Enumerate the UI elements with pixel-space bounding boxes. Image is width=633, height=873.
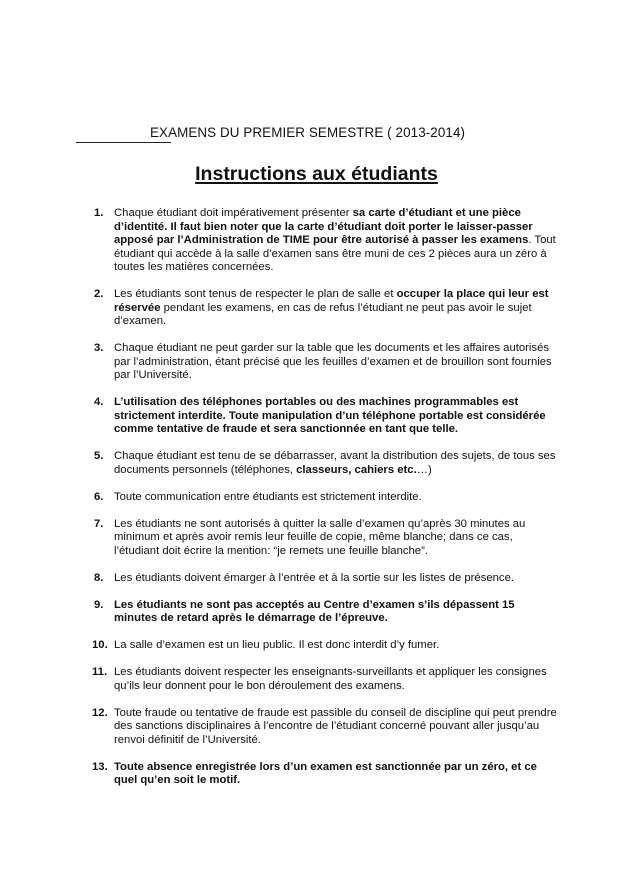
text-segment: Les étudiants sont tenus de respecter le plan de salle et xyxy=(114,288,397,300)
list-item xyxy=(90,666,560,693)
list-item xyxy=(90,707,560,748)
list-item-text xyxy=(114,761,560,788)
list-item xyxy=(90,396,560,437)
list-item xyxy=(90,639,560,653)
text-segment: Toute fraude ou tentative de fraude est passible du conseil de discipline qui peut prendre des sanctions disciplinaires à l’encontre de l’étudiant concerné pouvant aller jusqu’au renvoi définitif de l’Université. xyxy=(114,706,557,746)
list-item-text xyxy=(114,288,560,329)
list-item-text xyxy=(114,707,560,748)
list-item-number: 6. xyxy=(94,490,104,503)
text-segment: Les étudiants ne sont autorisés à quitter la salle d’examen qu’après 30 minutes au minimum et après avoir remis leur feuille de copie, même blanche; dans ce cas, l’étudiant doit écrire la mention: “je remets une feuille blanche”. xyxy=(114,517,526,557)
list-item-number: 7. xyxy=(94,517,104,530)
list-item-text xyxy=(114,518,560,559)
bold-text-segment: Les étudiants ne sont pas acceptés au Centre d’examen s’ils dépassent 15 minutes de retard après le démarrage de l’épreuve. xyxy=(114,598,515,624)
list-item-number: 2. xyxy=(94,288,104,300)
list-item xyxy=(90,761,560,788)
text-segment: …) xyxy=(416,463,432,476)
list-item xyxy=(90,207,560,275)
list-item-number: 1. xyxy=(94,207,104,219)
list-item xyxy=(90,450,560,477)
list-item xyxy=(90,599,560,626)
text-segment: Chaque étudiant doit impérativement présenter xyxy=(114,207,353,219)
list-item xyxy=(90,342,560,383)
text-segment: Toute communication entre étudiants est strictement interdite. xyxy=(114,490,422,503)
text-segment: Les étudiants doivent respecter les enseignants-surveillants et appliquer les consignes qu’ils leur donnent pour le bon déroulement des examens. xyxy=(114,666,547,692)
list-item xyxy=(90,518,560,559)
list-item-number: 3. xyxy=(94,342,104,354)
list-item xyxy=(90,491,560,505)
page-title-text: Instructions aux étudiants xyxy=(195,163,438,185)
list-item-number: 11. xyxy=(92,666,108,678)
list-item-text xyxy=(114,666,560,693)
list-item-number: 12. xyxy=(92,706,108,719)
instructions-list xyxy=(90,207,560,801)
list-item-text xyxy=(114,450,560,477)
header-underline xyxy=(76,142,171,143)
text-segment: La salle d’examen est un lieu public. Il est donc interdit d’y fumer. xyxy=(114,639,440,651)
bold-text-segment: Toute absence enregistrée lors d’un examen est sanctionnée par un zéro, et ce quel qu’en soit le motif. xyxy=(114,760,537,786)
list-item-number: 10. xyxy=(92,639,108,651)
list-item-number: 4. xyxy=(94,396,104,408)
text-segment: . Tout étudiant qui accède à la salle d’examen sans être muni de ces 2 pièces aura un zéro à toutes les matières concernées. xyxy=(114,234,556,273)
list-item xyxy=(90,288,560,329)
text-segment: Chaque étudiant ne peut garder sur la table que les documents et les affaires autorisés par l’administration, étant précisé que les feuilles d’examen et de brouillon sont fournies par l’Université. xyxy=(114,342,552,381)
list-item-number: 9. xyxy=(94,598,104,611)
list-item-text xyxy=(114,207,560,275)
text-segment: Les étudiants doivent émarger à l’entrée et à la sortie sur les listes de présence. xyxy=(114,571,515,584)
list-item-number: 8. xyxy=(94,571,104,584)
text-segment: Chaque étudiant est tenu de se débarrasser, avant la distribution des sujets, de tous ses documents personnels (téléphones, xyxy=(114,450,556,476)
page-title xyxy=(0,163,633,186)
list-item-number: 5. xyxy=(94,450,104,462)
list-item-text xyxy=(114,342,560,383)
list-item-text xyxy=(114,491,560,505)
document-header: EXAMENS DU PREMIER SEMESTRE ( 2013-2014) xyxy=(150,125,466,140)
bold-text-segment: sa carte d’étudiant et une pièce d’identité. Il faut bien noter que la carte d’étudiant doit porter le laisser-passer apposé par l’Administration de TIME pour être autorisé à passer les examens xyxy=(114,207,533,246)
list-item-text xyxy=(114,572,560,586)
bold-text-segment: L’utilisation des téléphones portables ou des machines programmables est strictement interdite. Toute manipulation d’un téléphone portable est considérée comme tentative de fraude et sera sanctionnée en tant que telle. xyxy=(114,396,546,435)
list-item xyxy=(90,572,560,586)
bold-text-segment: classeurs, cahiers etc. xyxy=(296,463,417,476)
list-item-text xyxy=(114,639,560,653)
list-item-number: 13. xyxy=(92,760,108,773)
text-segment: pendant les examens, en cas de refus l’étudiant ne peut pas avoir le sujet d’examen. xyxy=(114,301,532,327)
list-item-text xyxy=(114,599,560,626)
list-item-text xyxy=(114,396,560,437)
bold-text-segment: occuper la place qui leur est réservée xyxy=(114,288,549,314)
